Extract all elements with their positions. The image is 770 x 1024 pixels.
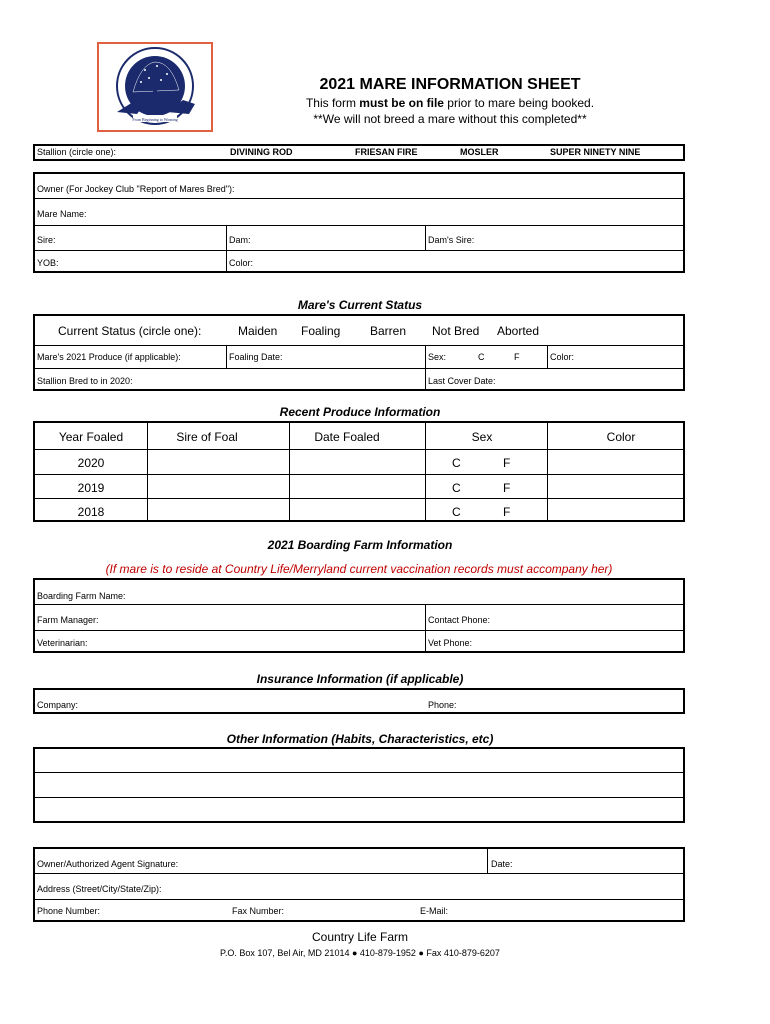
boarding-farm-name-field[interactable]: Boarding Farm Name:: [37, 591, 126, 601]
stallion-label: Stallion (circle one):: [37, 147, 117, 157]
status-option-aborted[interactable]: Aborted: [497, 324, 540, 338]
table-row-2019-f[interactable]: F: [503, 481, 511, 495]
produce-field[interactable]: Mare's 2021 Produce (if applicable):: [37, 352, 181, 362]
boarding-farm-heading: 2021 Boarding Farm Information: [267, 538, 453, 552]
other-info-heading: Other Information (Habits, Characteristics, etc): [226, 732, 494, 746]
dam-field[interactable]: Dam:: [229, 235, 251, 245]
signature-field[interactable]: Owner/Authorized Agent Signature:: [37, 859, 179, 869]
yob-field[interactable]: YOB:: [37, 258, 59, 268]
mare-name-field[interactable]: Mare Name:: [37, 209, 87, 219]
table-row-2019-c[interactable]: C: [452, 481, 461, 495]
recent-produce-heading: Recent Produce Information: [279, 405, 441, 419]
col-sire-of-foal: Sire of Foal: [176, 430, 238, 444]
header-line-2: **We will not breed a mare without this completed**: [313, 112, 587, 126]
header-line-1: This form must be on file prior to mare being booked.: [305, 96, 595, 110]
status-option-barren[interactable]: Barren: [370, 324, 407, 338]
boarding-box: [33, 578, 685, 653]
stallion-option-mosler[interactable]: MOSLER: [460, 147, 499, 157]
signature-date-field[interactable]: Date:: [491, 859, 513, 869]
table-row-2020-year: 2020: [77, 456, 105, 470]
sire-field[interactable]: Sire:: [37, 235, 56, 245]
table-row-2018-f[interactable]: F: [503, 505, 511, 519]
produce-color-field[interactable]: Color:: [550, 352, 575, 362]
stallion-option-divining-rod[interactable]: DIVINING ROD: [230, 147, 293, 157]
col-sex: Sex: [471, 430, 493, 444]
table-row-2020-c[interactable]: C: [452, 456, 461, 470]
status-option-not-bred[interactable]: Not Bred: [432, 324, 480, 338]
farm-manager-field[interactable]: Farm Manager:: [37, 615, 99, 625]
table-row-2018-year: 2018: [77, 505, 105, 519]
fax-number-field[interactable]: Fax Number:: [232, 906, 285, 916]
table-row-2018-c[interactable]: C: [452, 505, 461, 519]
company-field[interactable]: Company:: [37, 700, 79, 710]
table-row-2019-year: 2019: [77, 481, 105, 495]
phone-number-field[interactable]: Phone Number:: [37, 906, 101, 916]
veterinarian-field[interactable]: Veterinarian:: [37, 638, 88, 648]
insurance-heading: Insurance Information (if applicable): [256, 672, 464, 686]
stallion-option-super-ninety-nine[interactable]: SUPER NINETY NINE: [550, 147, 641, 157]
col-color: Color: [606, 430, 636, 444]
col-date-foaled: Date Foaled: [314, 430, 380, 444]
insurance-box: [33, 688, 685, 714]
other-info-box[interactable]: [33, 747, 685, 823]
logo-motto: From Beginning to Winning: [132, 117, 178, 122]
owner-field[interactable]: Owner (For Jockey Club "Report of Mares Bred"):: [37, 184, 235, 194]
footer-address: P.O. Box 107, Bel Air, MD 21014 ● 410-879-1952 ● Fax 410-879-6207: [220, 948, 500, 958]
boarding-note: (If mare is to reside at Country Life/Merryland current vaccination records must accompany her): [105, 562, 613, 576]
farm-logo: [97, 42, 213, 132]
sex-field[interactable]: Sex:: [428, 352, 447, 362]
sex-option-c[interactable]: C: [478, 352, 485, 362]
foaling-date-field[interactable]: Foaling Date:: [229, 352, 283, 362]
current-status-heading: Mare's Current Status: [297, 298, 423, 312]
table-row-2020-f[interactable]: F: [503, 456, 511, 470]
page-title: 2021 MARE INFORMATION SHEET: [319, 76, 581, 93]
stallion-bred-field[interactable]: Stallion Bred to in 2020:: [37, 376, 133, 386]
status-option-foaling[interactable]: Foaling: [301, 324, 341, 338]
insurance-phone-field[interactable]: Phone:: [428, 700, 457, 710]
dams-sire-field[interactable]: Dam's Sire:: [428, 235, 475, 245]
stallion-option-friesan-fire[interactable]: FRIESAN FIRE: [355, 147, 418, 157]
address-field[interactable]: Address (Street/City/State/Zip):: [37, 884, 162, 894]
col-year-foaled: Year Foaled: [58, 430, 124, 444]
footer-farm-name: Country Life Farm: [311, 930, 409, 944]
status-option-maiden[interactable]: Maiden: [238, 324, 278, 338]
last-cover-date-field[interactable]: Last Cover Date:: [428, 376, 496, 386]
vet-phone-field[interactable]: Vet Phone:: [428, 638, 473, 648]
email-field[interactable]: E-Mail:: [420, 906, 449, 916]
sex-option-f[interactable]: F: [514, 352, 520, 362]
status-label: Current Status (circle one):: [58, 324, 202, 338]
contact-phone-field[interactable]: Contact Phone:: [428, 615, 491, 625]
color-field[interactable]: Color:: [229, 258, 254, 268]
